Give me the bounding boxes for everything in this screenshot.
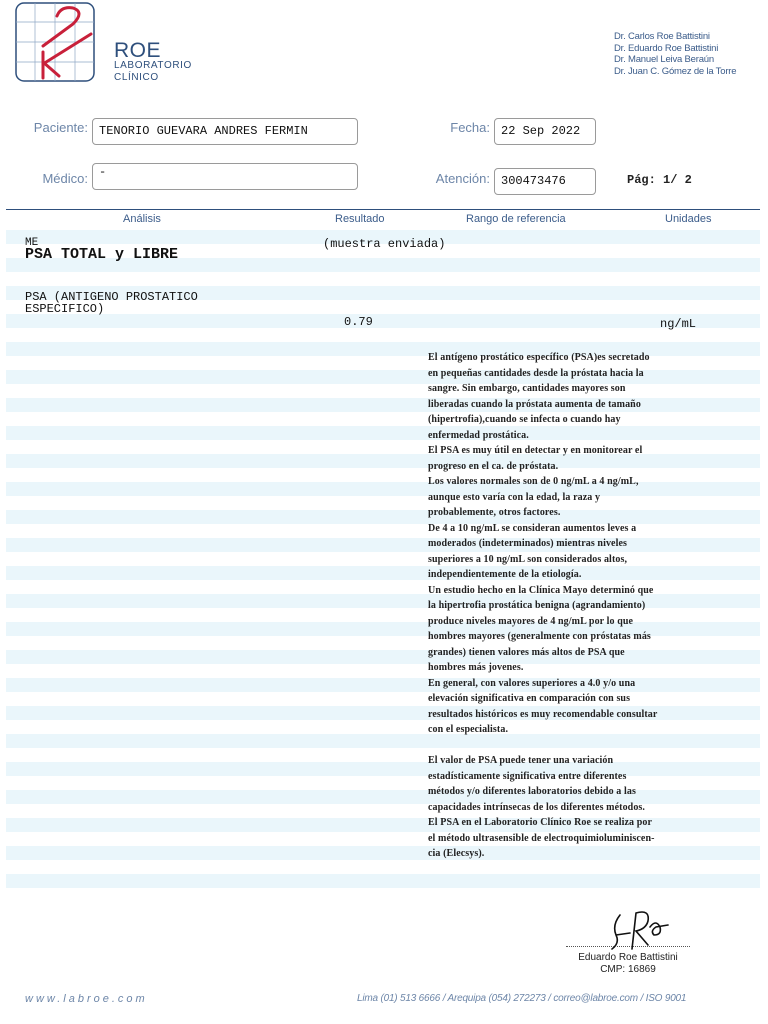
footer-contact: Lima (01) 513 6666 / Arequipa (054) 272273 / correo@labroe.com / ISO 9001 — [357, 993, 687, 1004]
reference-note-line: En general, con valores superiores a 4.0 y/o una — [428, 677, 636, 689]
reference-note-line — [428, 738, 753, 754]
atencion-label: Atención: — [435, 171, 490, 186]
lab-subtitle-2: CLÍNICO — [114, 72, 159, 83]
fecha-label: Fecha: — [450, 120, 490, 135]
reference-note-line: probablemente, otros factores. — [428, 507, 561, 518]
column-header-resultado: Resultado — [335, 213, 385, 225]
reference-note — [428, 350, 753, 862]
section-code: ME — [25, 237, 39, 249]
results-table-header — [6, 209, 760, 229]
sample-note: (muestra enviada) — [323, 237, 446, 251]
reference-note-line: el método ultrasensible de electroquimioluminiscen- — [428, 832, 655, 844]
reference-note-line: sangre. Sin embargo, cantidades mayores son — [428, 383, 626, 394]
reference-note-line: aunque esto varía con la edad, la raza y — [428, 491, 601, 503]
result-unit: ng/mL — [660, 317, 697, 331]
reference-note-line: De 4 a 10 ng/mL se consideran aumentos leves a — [428, 522, 637, 534]
column-header-rango: Rango de referencia — [466, 213, 566, 225]
reference-note-line: capacidades intrínsecas de los diferentes métodos. — [428, 801, 646, 813]
footer-website[interactable]: www.labroe.com — [25, 993, 148, 1005]
reference-note-line: grandes) tienen valores más altos de PSA que — [428, 646, 625, 658]
reference-note-line: El PSA en el Laboratorio Clínico Roe se realiza por — [428, 817, 653, 828]
reference-note-line: resultados históricos es muy recomendable consultar — [428, 708, 658, 720]
reference-note-line: independientemente de la etiología. — [428, 569, 582, 580]
doctor-name: Dr. Manuel Leiva Beraún — [614, 54, 714, 65]
reference-note-line: con el especialista. — [428, 724, 509, 735]
result-value: 0.79 — [344, 315, 373, 329]
reference-note-line: hombres mayores (generalmente con próstatas más — [428, 631, 651, 642]
medico-field: - — [92, 163, 358, 190]
signature-cmp: CMP: 16869 — [600, 964, 656, 975]
reference-note-line: Los valores normales son de 0 ng/mL a 4 ng/mL, — [428, 476, 639, 487]
doctor-name: Dr. Eduardo Roe Battistini — [614, 42, 719, 54]
reference-note-line: produce niveles mayores de 4 ng/mL por lo que — [428, 615, 634, 627]
reference-note-line: El PSA es muy útil en detectar y en monitorear el — [428, 445, 643, 456]
reference-note-line: moderados (indeterminados) mientras niveles — [428, 538, 628, 549]
lab-subtitle-1: LABORATORIO — [114, 60, 192, 71]
lab-logo — [14, 1, 192, 87]
reference-note-line: hombres más jovenes. — [428, 662, 524, 673]
atencion-field: 300473476 — [494, 168, 596, 195]
doctor-name: Dr. Juan C. Gómez de la Torre — [614, 65, 737, 77]
section-title: PSA TOTAL y LIBRE — [25, 246, 179, 263]
signature-line — [566, 946, 690, 947]
lab-logo-icon — [15, 2, 95, 82]
reference-note-line: cia (Elecsys). — [428, 848, 485, 859]
column-header-unidades: Unidades — [665, 213, 712, 225]
page-indicator: Pág: 1/ 2 — [627, 173, 692, 187]
signature-name: Eduardo Roe Battistini — [578, 952, 678, 963]
reference-note-line: El valor de PSA puede tener una variación — [428, 755, 614, 766]
fecha-field: 22 Sep 2022 — [494, 118, 596, 145]
reference-note-line: estadísticamente significativa entre diferentes — [428, 770, 627, 782]
reference-note-line: la hipertrofia prostática benigna (agrandamiento) — [428, 600, 646, 611]
reference-note-line: progreso en el ca. de próstata. — [428, 460, 559, 472]
reference-note-line: liberadas cuando la próstata aumenta de tamaño — [428, 398, 641, 410]
test-name-line-2: ESPECIFICO) — [25, 302, 105, 316]
paciente-field: TENORIO GUEVARA ANDRES FERMIN — [92, 118, 358, 145]
reference-note-line: enfermedad prostática. — [428, 429, 529, 441]
medico-label: Médico: — [42, 171, 88, 186]
reference-note-line: métodos y/o diferentes laboratorios debido a las — [428, 786, 636, 797]
reference-note-line: en pequeñas cantidades desde la próstata hacia la — [428, 367, 644, 379]
doctor-list — [614, 31, 764, 77]
paciente-label: Paciente: — [33, 120, 88, 135]
test-name-line-1: PSA (ANTIGENO PROSTATICO — [25, 290, 198, 304]
reference-note-line: Un estudio hecho en la Clínica Mayo determinó que — [428, 584, 654, 596]
reference-note-line: elevación significativa en comparación con sus — [428, 693, 631, 704]
reference-note-line: El antígeno prostático específico (PSA)es secretado — [428, 352, 650, 363]
doctor-name: Dr. Carlos Roe Battistini — [614, 31, 710, 42]
reference-note-line: (hipertrofia),cuando se infecta o cuando hay — [428, 414, 621, 425]
column-header-analisis: Análisis — [123, 213, 161, 225]
lab-name: ROE — [114, 39, 162, 62]
reference-note-line: superiores a 10 ng/mL son considerados altos, — [428, 553, 628, 565]
